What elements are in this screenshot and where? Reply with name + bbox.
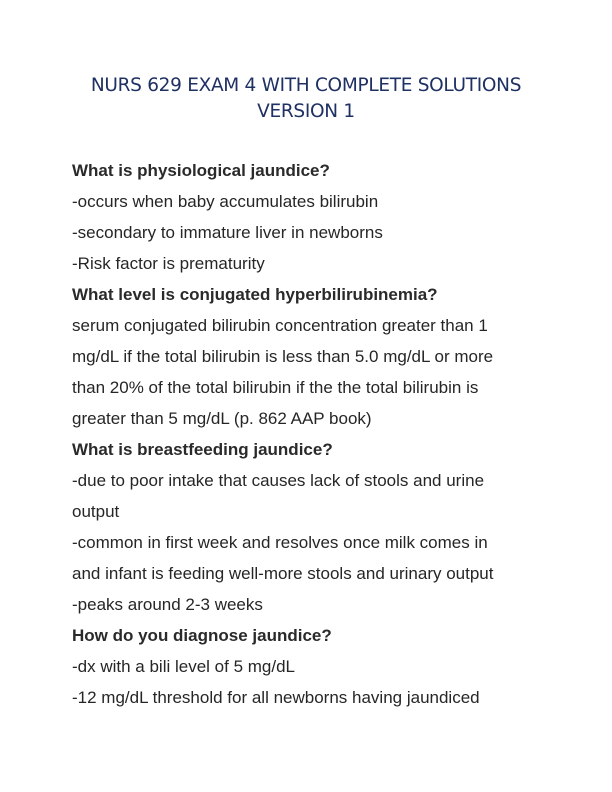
answer-line: -12 mg/dL threshold for all newborns having jaundiced [72, 688, 480, 707]
question-physiological-jaundice: What is physiological jaundice? [72, 161, 330, 180]
answer-line: greater than 5 mg/dL (p. 862 AAP book) [72, 409, 372, 428]
answer-line: -peaks around 2-3 weeks [72, 595, 263, 614]
question-diagnose-jaundice: How do you diagnose jaundice? [72, 626, 332, 645]
question-conjugated-hyperbilirubinemia: What level is conjugated hyperbilirubinemia? [72, 285, 438, 304]
answer-line: -dx with a bili level of 5 mg/dL [72, 657, 295, 676]
answer-line: than 20% of the total bilirubin if the the total bilirubin is [72, 378, 479, 397]
answer-line: -occurs when baby accumulates bilirubin [72, 192, 379, 211]
qa-content [72, 155, 542, 713]
answer-line: -secondary to immature liver in newborns [72, 223, 383, 242]
question-breastfeeding-jaundice: What is breastfeeding jaundice? [72, 440, 333, 459]
answer-line: -Risk factor is prematurity [72, 254, 265, 273]
answer-line: mg/dL if the total bilirubin is less than 5.0 mg/dL or more [72, 347, 494, 366]
document-title [40, 73, 572, 125]
answer-line: -common in first week and resolves once milk comes in [72, 533, 488, 552]
answer-line: -due to poor intake that causes lack of stools and urine [72, 471, 485, 490]
title-line-1: NURS 629 EXAM 4 WITH COMPLETE SOLUTIONS [90, 75, 522, 96]
answer-line: output [72, 502, 120, 521]
title-line-2: VERSION 1 [257, 101, 355, 122]
answer-line: serum conjugated bilirubin concentration greater than 1 [72, 316, 488, 335]
answer-line: and infant is feeding well-more stools and urinary output [72, 564, 494, 583]
